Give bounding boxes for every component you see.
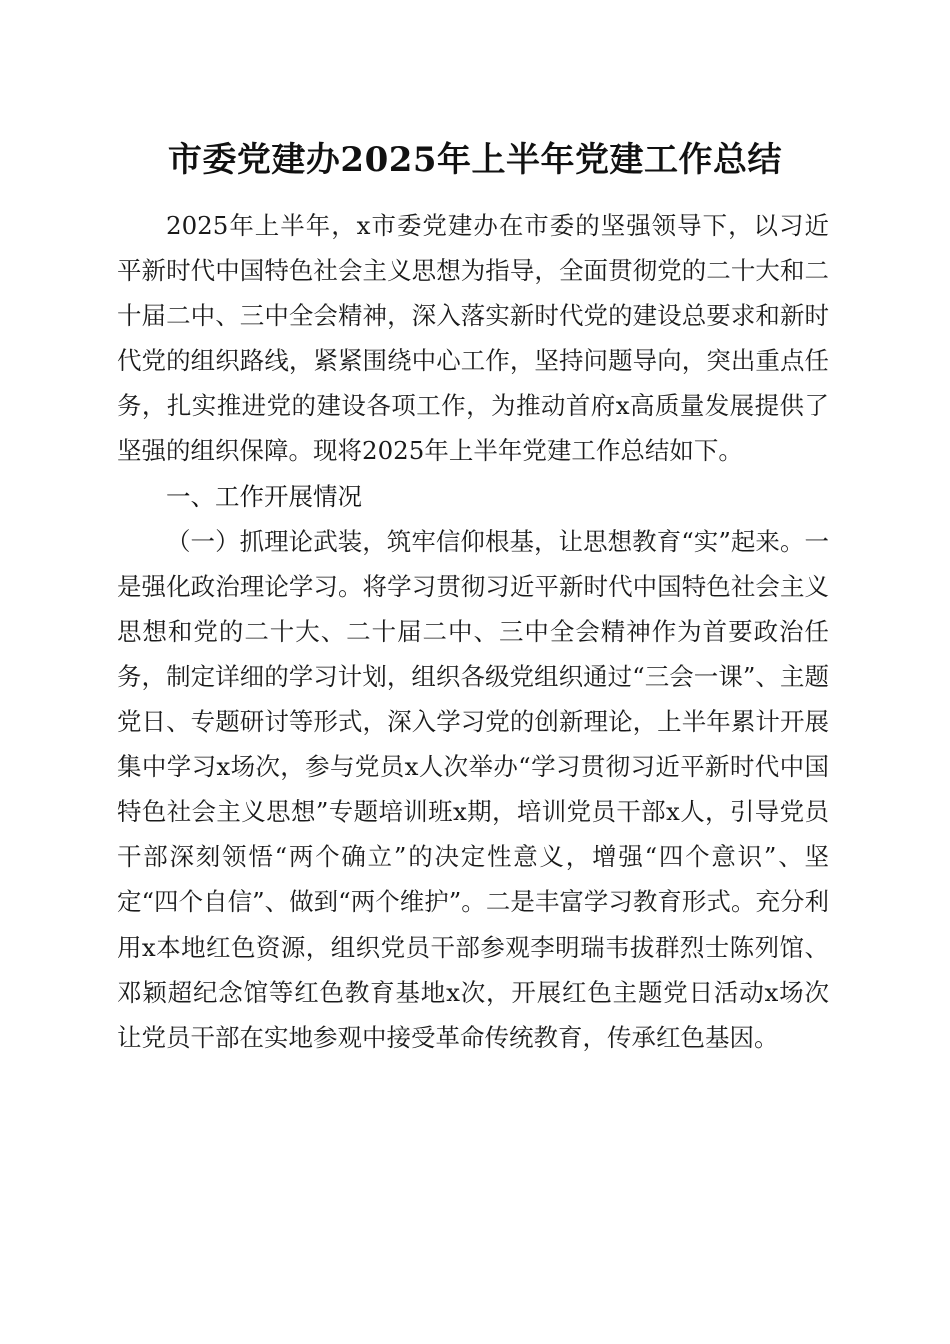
document-title: 市委党建办2025年上半年党建工作总结 (167, 140, 783, 180)
document-body (117, 203, 829, 1060)
section-heading-work-progress: 一、工作开展情况 (166, 481, 362, 511)
intro-paragraph: 2025年上半年，x市委党建办在市委的坚强领导下，以习近平新时代中国特色社会主义思想为指导，全面贯彻党的二十大和二十届二中、三中全会精神，深入落实新时代党的建设总要求和新时代党的组织路线，紧紧围绕中心工作，坚持问题导向，突出重点任务，扎实推进党的建设各项工作，为推动首府x高质量发展提供了坚强的组织保障。现将2025年上半年党建工作总结如下。 (117, 211, 829, 466)
section-1-paragraph-1: （一）抓理论武装，筑牢信仰根基，让思想教育“实”起来。一是强化政治理论学习。将学习贯彻习近平新时代中国特色社会主义思想和党的二十大、二十届二中、三中全会精神作为首要政治任务，制定详细的学习计划，组织各级党组织通过“三会一课”、主题党日、专题研讨等形式，深入学习党的创新理论，上半年累计开展集中学习x场次，参与党员x人次举办“学习贯彻习近平新时代中国特色社会主义思想”专题培训班x期，培训党员干部x人，引导党员干部深刻领悟“两个确立”的决定性意义，增强“四个意识”、坚定“四个自信”、做到“两个维护”。二是丰富学习教育形式。充分利用x本地红色资源，组织党员干部参观李明瑞韦拔群烈士陈列馆、邓颖超纪念馆等红色教育基地x次，开展红色主题党日活动x场次让党员干部在实地参观中接受革命传统教育，传承红色基因。 (117, 526, 829, 1052)
